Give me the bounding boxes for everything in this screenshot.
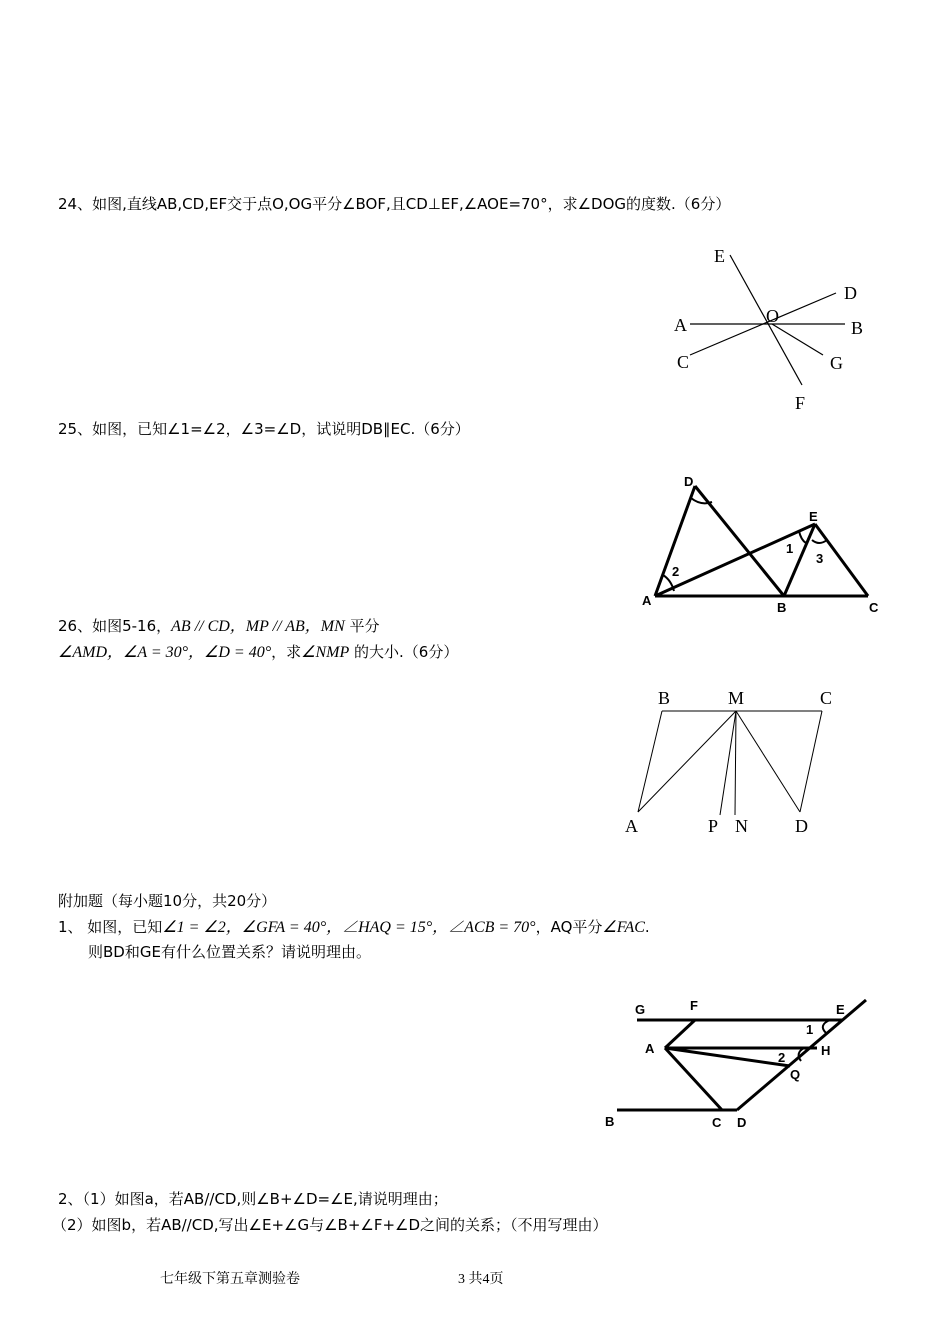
fig24-label-A: A xyxy=(674,315,687,335)
b1-math: ∠1 = ∠2，∠GFA = 40°，∠HAQ = 15°，∠ACB = 70° xyxy=(162,919,536,936)
figb1-label-B: B xyxy=(605,1114,615,1129)
q26-prefix: 26、如图5-16， xyxy=(58,617,172,635)
fig26-label-M: M xyxy=(728,688,745,708)
footer-title: 七年级下第五章测验卷 xyxy=(160,1272,300,1287)
fig25-label-C: C xyxy=(869,600,879,615)
q26-suffix-2: 的大小.（6分） xyxy=(349,643,459,661)
fig24-label-O: O xyxy=(766,306,779,326)
figb1-label-H: H xyxy=(821,1043,831,1058)
figb1-label-G: G xyxy=(635,1002,646,1017)
b1-math-2: ∠FAC xyxy=(602,919,645,936)
fig24-label-C: C xyxy=(677,352,690,372)
bonus-2-line-2: （2）如图b，若AB//CD,写出∠E+∠G与∠B+∠F+∠D之间的关系；（不用写理由） xyxy=(52,1216,608,1234)
fig26-label-A: A xyxy=(625,816,638,836)
figb1-label-A: A xyxy=(645,1041,655,1056)
q26-math-2: ∠AMD，∠A = 30°，∠D = 40° xyxy=(58,644,272,661)
figb1-label-E: E xyxy=(836,1002,845,1017)
b1-mid: ，AQ平分 xyxy=(535,918,603,936)
question-26-line-1 xyxy=(58,613,380,636)
figb1-label-C: C xyxy=(712,1115,722,1130)
fig26-label-N: N xyxy=(735,816,748,836)
q26-math-3: ∠NMP xyxy=(301,644,350,661)
bonus-1-line-2: 则BD和GE有什么位置关系？请说明理由。 xyxy=(88,943,371,961)
fig24-label-D: D xyxy=(844,283,857,303)
fig25-label-2: 2 xyxy=(672,564,680,579)
figb1-label-D: D xyxy=(737,1115,747,1130)
bonus-2-line-1: 2、（1）如图a，若AB//CD,则∠B+∠D=∠E,请说明理由； xyxy=(58,1190,448,1208)
fig26-label-D: D xyxy=(795,816,808,836)
fig24-label-G: G xyxy=(830,353,843,373)
figb1-label-1: 1 xyxy=(806,1022,814,1037)
fig26-label-B: B xyxy=(658,688,671,708)
q26-mid: ，求 xyxy=(271,643,302,661)
figb1-label-Q: Q xyxy=(790,1067,801,1082)
bonus-1-line-1 xyxy=(58,914,650,937)
fig24-label-E: E xyxy=(714,246,725,266)
footer-page: 3 共4页 xyxy=(458,1272,504,1287)
question-24: 24、如图,直线AB,CD,EF交于点O,OG平分∠BOF,且CD⊥EF,∠AOE=70°，求∠DOG的度数.（6分） xyxy=(58,195,731,213)
bonus-title: 附加题（每小题10分，共20分） xyxy=(58,892,277,910)
fig24-label-F: F xyxy=(795,393,806,413)
b1-prefix: 1、 如图，已知 xyxy=(58,918,163,936)
fig24-label-B: B xyxy=(851,318,864,338)
figb1-label-F: F xyxy=(690,998,698,1013)
q26-suffix-1: 平分 xyxy=(344,617,380,635)
fig26-label-P: P xyxy=(708,816,719,836)
fig25-label-3: 3 xyxy=(816,551,824,566)
q26-math-1: AB // CD，MP // AB，MN xyxy=(171,618,345,635)
fig25-label-A: A xyxy=(642,593,652,608)
b1-end: . xyxy=(644,918,650,936)
fig25-label-1: 1 xyxy=(786,541,794,556)
fig25-label-E: E xyxy=(809,509,818,524)
figb1-label-2: 2 xyxy=(778,1050,786,1065)
fig26-label-C: C xyxy=(820,688,833,708)
fig25-label-B: B xyxy=(777,600,787,615)
question-25: 25、如图，已知∠1=∠2，∠3=∠D，试说明DB∥EC.（6分） xyxy=(58,420,470,438)
question-26-line-2 xyxy=(58,639,458,662)
fig25-label-D: D xyxy=(684,474,694,489)
